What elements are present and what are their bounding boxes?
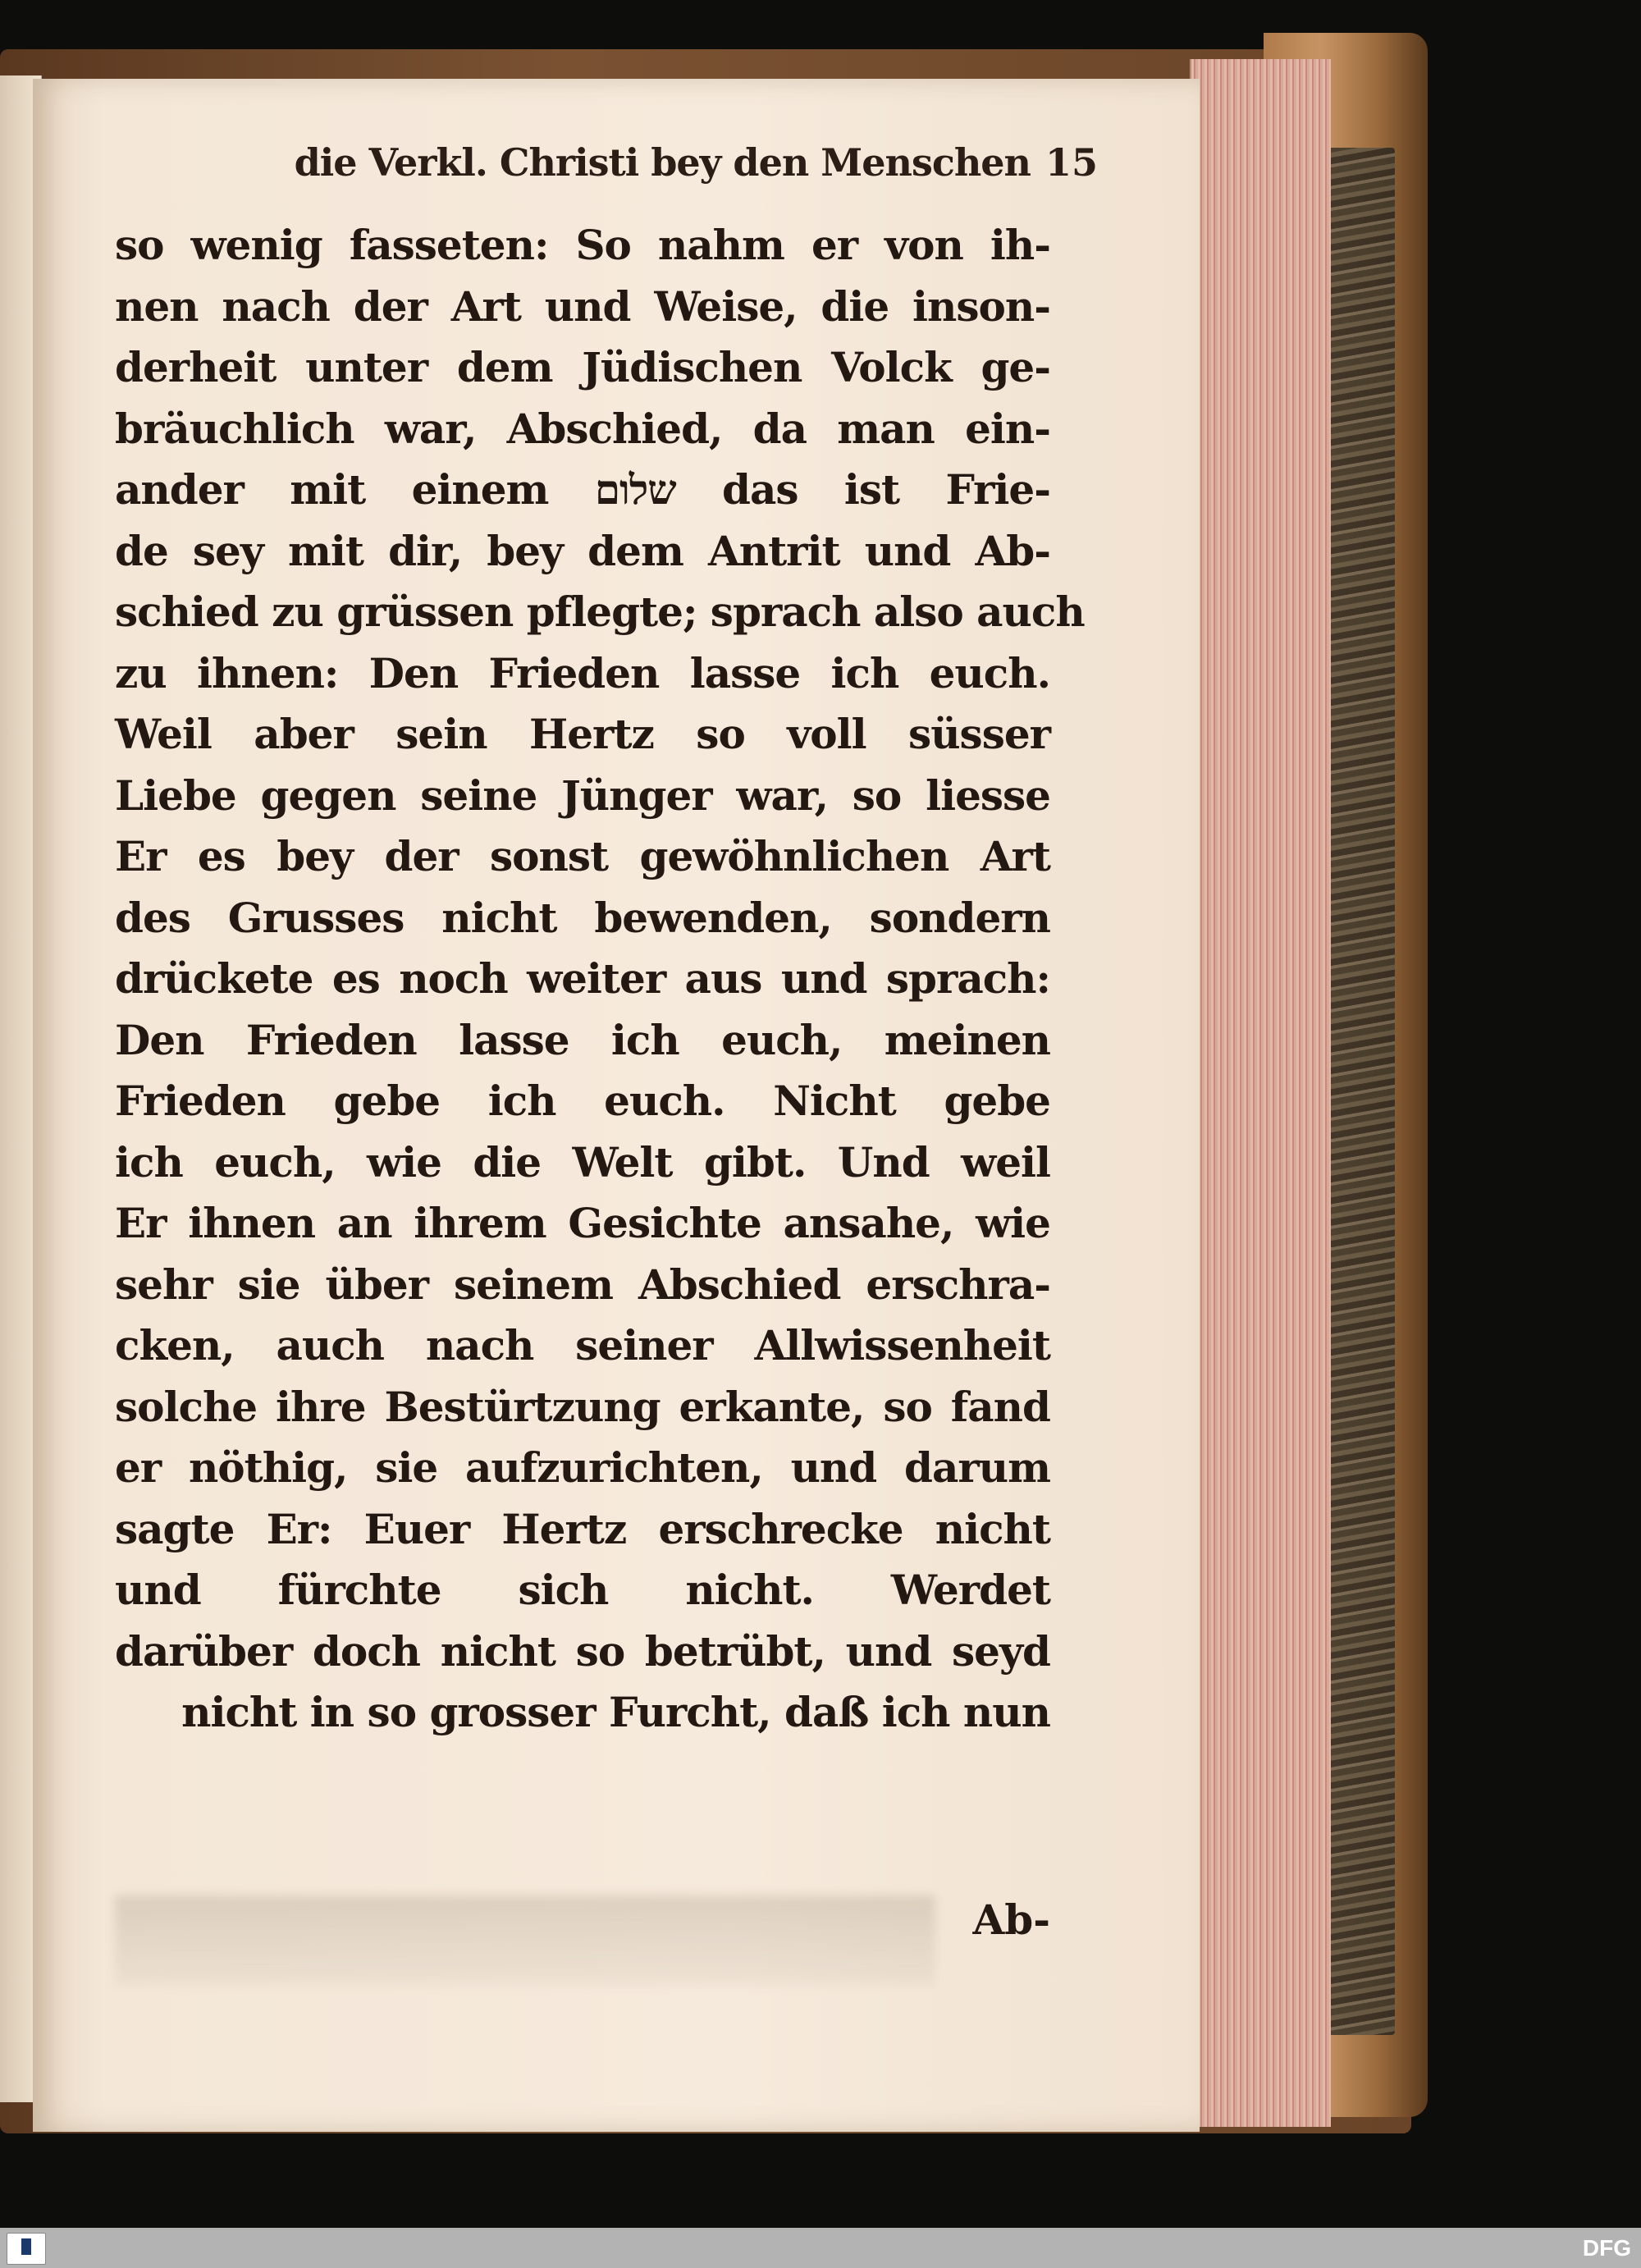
text-line: drückete es noch weiter aus und sprach:: [115, 954, 1050, 1003]
text-line: nen nach der Art und Weise, die inson-: [115, 281, 1050, 331]
text-line: derheit unter dem Jüdischen Volck ge-: [115, 343, 1050, 391]
text-line: Er ihnen an ihrem Gesichte ansahe, wie: [115, 1199, 1050, 1247]
dfg-logo: DFG: [1582, 2235, 1631, 2261]
show-through-text: [115, 1895, 935, 1986]
text-line: Weil aber sein Hertz so voll süsser: [115, 710, 1050, 758]
page-header: [210, 121, 1113, 203]
viewer-footer-bar: [0, 2228, 1641, 2268]
text-line: zu ihnen: Den Frieden lasse ich euch.: [115, 648, 1050, 697]
text-line: darüber doch nicht so betrübt, und seyd: [115, 1626, 1050, 1676]
text-line: und fürchte sich nicht. Werdet: [115, 1566, 1050, 1614]
text-line: cken, auch nach seiner Allwissenheit: [115, 1321, 1050, 1369]
text-line: des Grusses nicht bewenden, sondern: [115, 893, 1050, 942]
running-head: die Verkl. Christi bey den Menschen: [294, 140, 1031, 185]
text-line: Liebe gegen seine Jünger war, so liesse: [115, 770, 1050, 820]
text-line: sagte Er: Euer Hertz erschrecke nicht: [115, 1504, 1050, 1553]
text-line: er nöthig, sie aufzurichten, und darum: [115, 1443, 1050, 1492]
text-line: so wenig fasseten: So nahm er von ih-: [115, 221, 1050, 269]
library-logo-icon: [7, 2233, 46, 2265]
catchword: Ab-: [972, 1895, 1050, 1944]
text-line: Frieden gebe ich euch. Nicht gebe: [115, 1077, 1050, 1125]
text-line: de sey mit dir, bey dem Antrit und Ab-: [115, 526, 1050, 575]
text-line: Er es bey der sonst gewöhnlichen Art: [115, 832, 1050, 880]
body-text: [115, 215, 1085, 1744]
text-line: schied zu grüssen pflegte; sprach also auch: [115, 588, 1085, 636]
text-line: solche ihre Bestürtzung erkante, so fand: [115, 1382, 1050, 1431]
page-number: 15: [1044, 140, 1098, 185]
text-line: bräuchlich war, Abschied, da man ein-: [115, 404, 1050, 453]
text-line: Den Frieden lasse ich euch, meinen: [115, 1015, 1050, 1064]
text-line: sehr sie über seinem Abschied erschra-: [115, 1260, 1050, 1309]
text-line: ander mit einem שלום das ist Frie-: [115, 465, 1050, 514]
text-line: nicht in so grosser Furcht, daß ich nun: [181, 1688, 1050, 1736]
text-line: ich euch, wie die Welt gibt. Und weil: [115, 1137, 1050, 1187]
page-edges: [1190, 59, 1331, 2127]
marbled-cover-strip: [1321, 148, 1395, 2035]
